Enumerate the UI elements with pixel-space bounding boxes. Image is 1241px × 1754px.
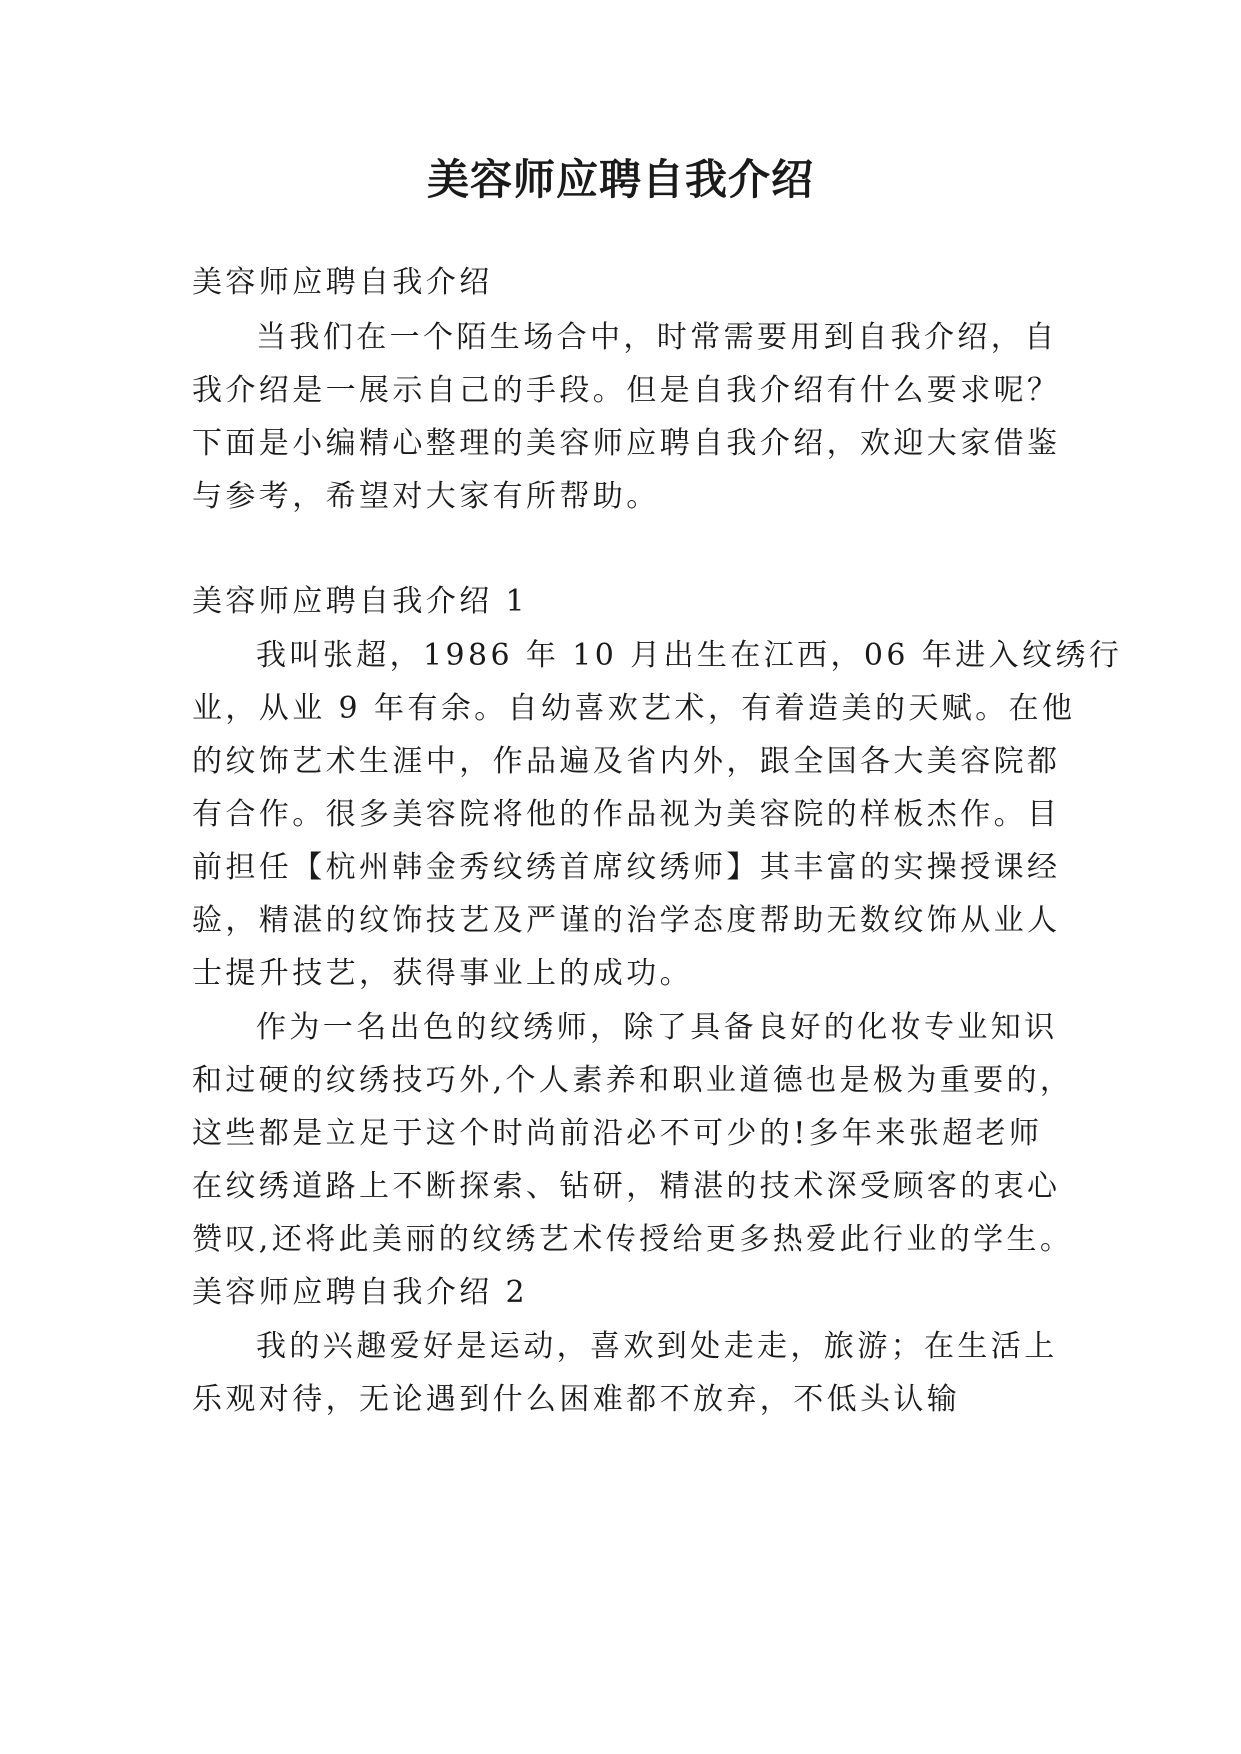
paragraph-line: 我介绍是一展示自己的手段。但是自我介绍有什么要求呢？ [192, 373, 1061, 408]
paragraph-line: 的纹饰艺术生涯中，作品遍及省内外，跟全国各大美容院都 [192, 744, 1061, 779]
paragraph-line: 在纹绣道路上不断探索、钻研，精湛的技术深受顾客的衷心 [192, 1169, 1061, 1204]
paragraph-line: 乐观对待，无论遇到什么困难都不放弃，不低头认输 [192, 1382, 961, 1417]
paragraph-line: 和过硬的纹绣技巧外,个人素养和职业道德也是极为重要的， [192, 1063, 1074, 1098]
paragraph-line: 当我们在一个陌生场合中，时常需要用到自我介绍，自 [256, 320, 1058, 355]
paragraph-line: 有合作。很多美容院将他的作品视为美容院的样板杰作。目 [192, 797, 1061, 832]
paragraph-line: 业，从业 9 年有余。自幼喜欢艺术，有着造美的天赋。在他 [192, 691, 1076, 726]
paragraph-line: 我的兴趣爱好是运动，喜欢到处走走，旅游；在生活上 [256, 1329, 1058, 1364]
section-heading-1: 美容师应聘自我介绍 1 [192, 584, 529, 619]
paragraph-line: 士提升技艺，获得事业上的成功。 [192, 956, 693, 991]
paragraph-line: 赞叹,还将此美丽的纹绣艺术传授给更多热爱此行业的学生。 [192, 1222, 1074, 1257]
paragraph-line: 前担任【杭州韩金秀纹绣首席纹绣师】其丰富的实操授课经 [192, 850, 1061, 885]
paragraph-line: 这些都是立足于这个时尚前沿必不可少的!多年来张超老师 [192, 1116, 1043, 1151]
paragraph-line: 下面是小编精心整理的美容师应聘自我介绍，欢迎大家借鉴 [192, 426, 1061, 461]
paragraph-line: 我叫张超，1986 年 10 月出生在江西，06 年进入纹绣行 [256, 638, 1123, 673]
paragraph-line: 与参考，希望对大家有所帮助。 [192, 479, 660, 514]
paragraph-line: 作为一名出色的纹绣师，除了具备良好的化妆专业知识 [256, 1010, 1058, 1045]
section-heading-2: 美容师应聘自我介绍 2 [192, 1275, 529, 1310]
paragraph-line: 验，精湛的纹饰技艺及严谨的治学态度帮助无数纹饰从业人 [192, 903, 1061, 938]
section-heading-intro: 美容师应聘自我介绍 [192, 265, 493, 300]
document-title: 美容师应聘自我介绍 [426, 155, 814, 204]
